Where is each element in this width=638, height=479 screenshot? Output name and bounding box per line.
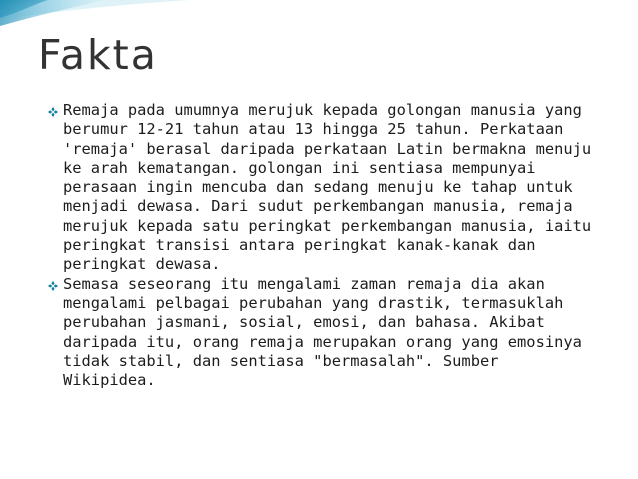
slide-title: Fakta — [38, 31, 158, 79]
bullet-item — [48, 275, 596, 391]
four-diamond-bullet-icon — [48, 107, 58, 117]
bullet-text: Remaja pada umumnya merujuk kepada golongan manusia yang berumur 12-21 tahun atau 13 hingga 25 tahun. Perkataan 'remaja' berasal daripada perkataan Latin bermakna menuju ke arah kematangan. golongan ini sentiasa mempunyai perasaan ingin mencuba dan sedang menuju ke tahap untuk menjadi dewasa. Dari sudut perkembangan manusia, remaja merujuk kepada satu peringkat perkembangan manusia, iaitu peringkat transisi antara peringkat kanak-kanak dan peringkat dewasa. — [63, 101, 592, 274]
bullet-list — [48, 101, 596, 390]
bullet-text: Semasa seseorang itu mengalami zaman remaja dia akan mengalami pelbagai perubahan yang drastik, termasuklah perubahan jasmani, sosial, emosi, dan bahasa. Akibat daripada itu, orang remaja merupakan orang yang emosinya tidak stabil, dan sentiasa "bermasalah". Sumber Wikipidea. — [63, 274, 582, 390]
bullet-item — [48, 101, 596, 275]
four-diamond-bullet-icon — [48, 281, 58, 291]
